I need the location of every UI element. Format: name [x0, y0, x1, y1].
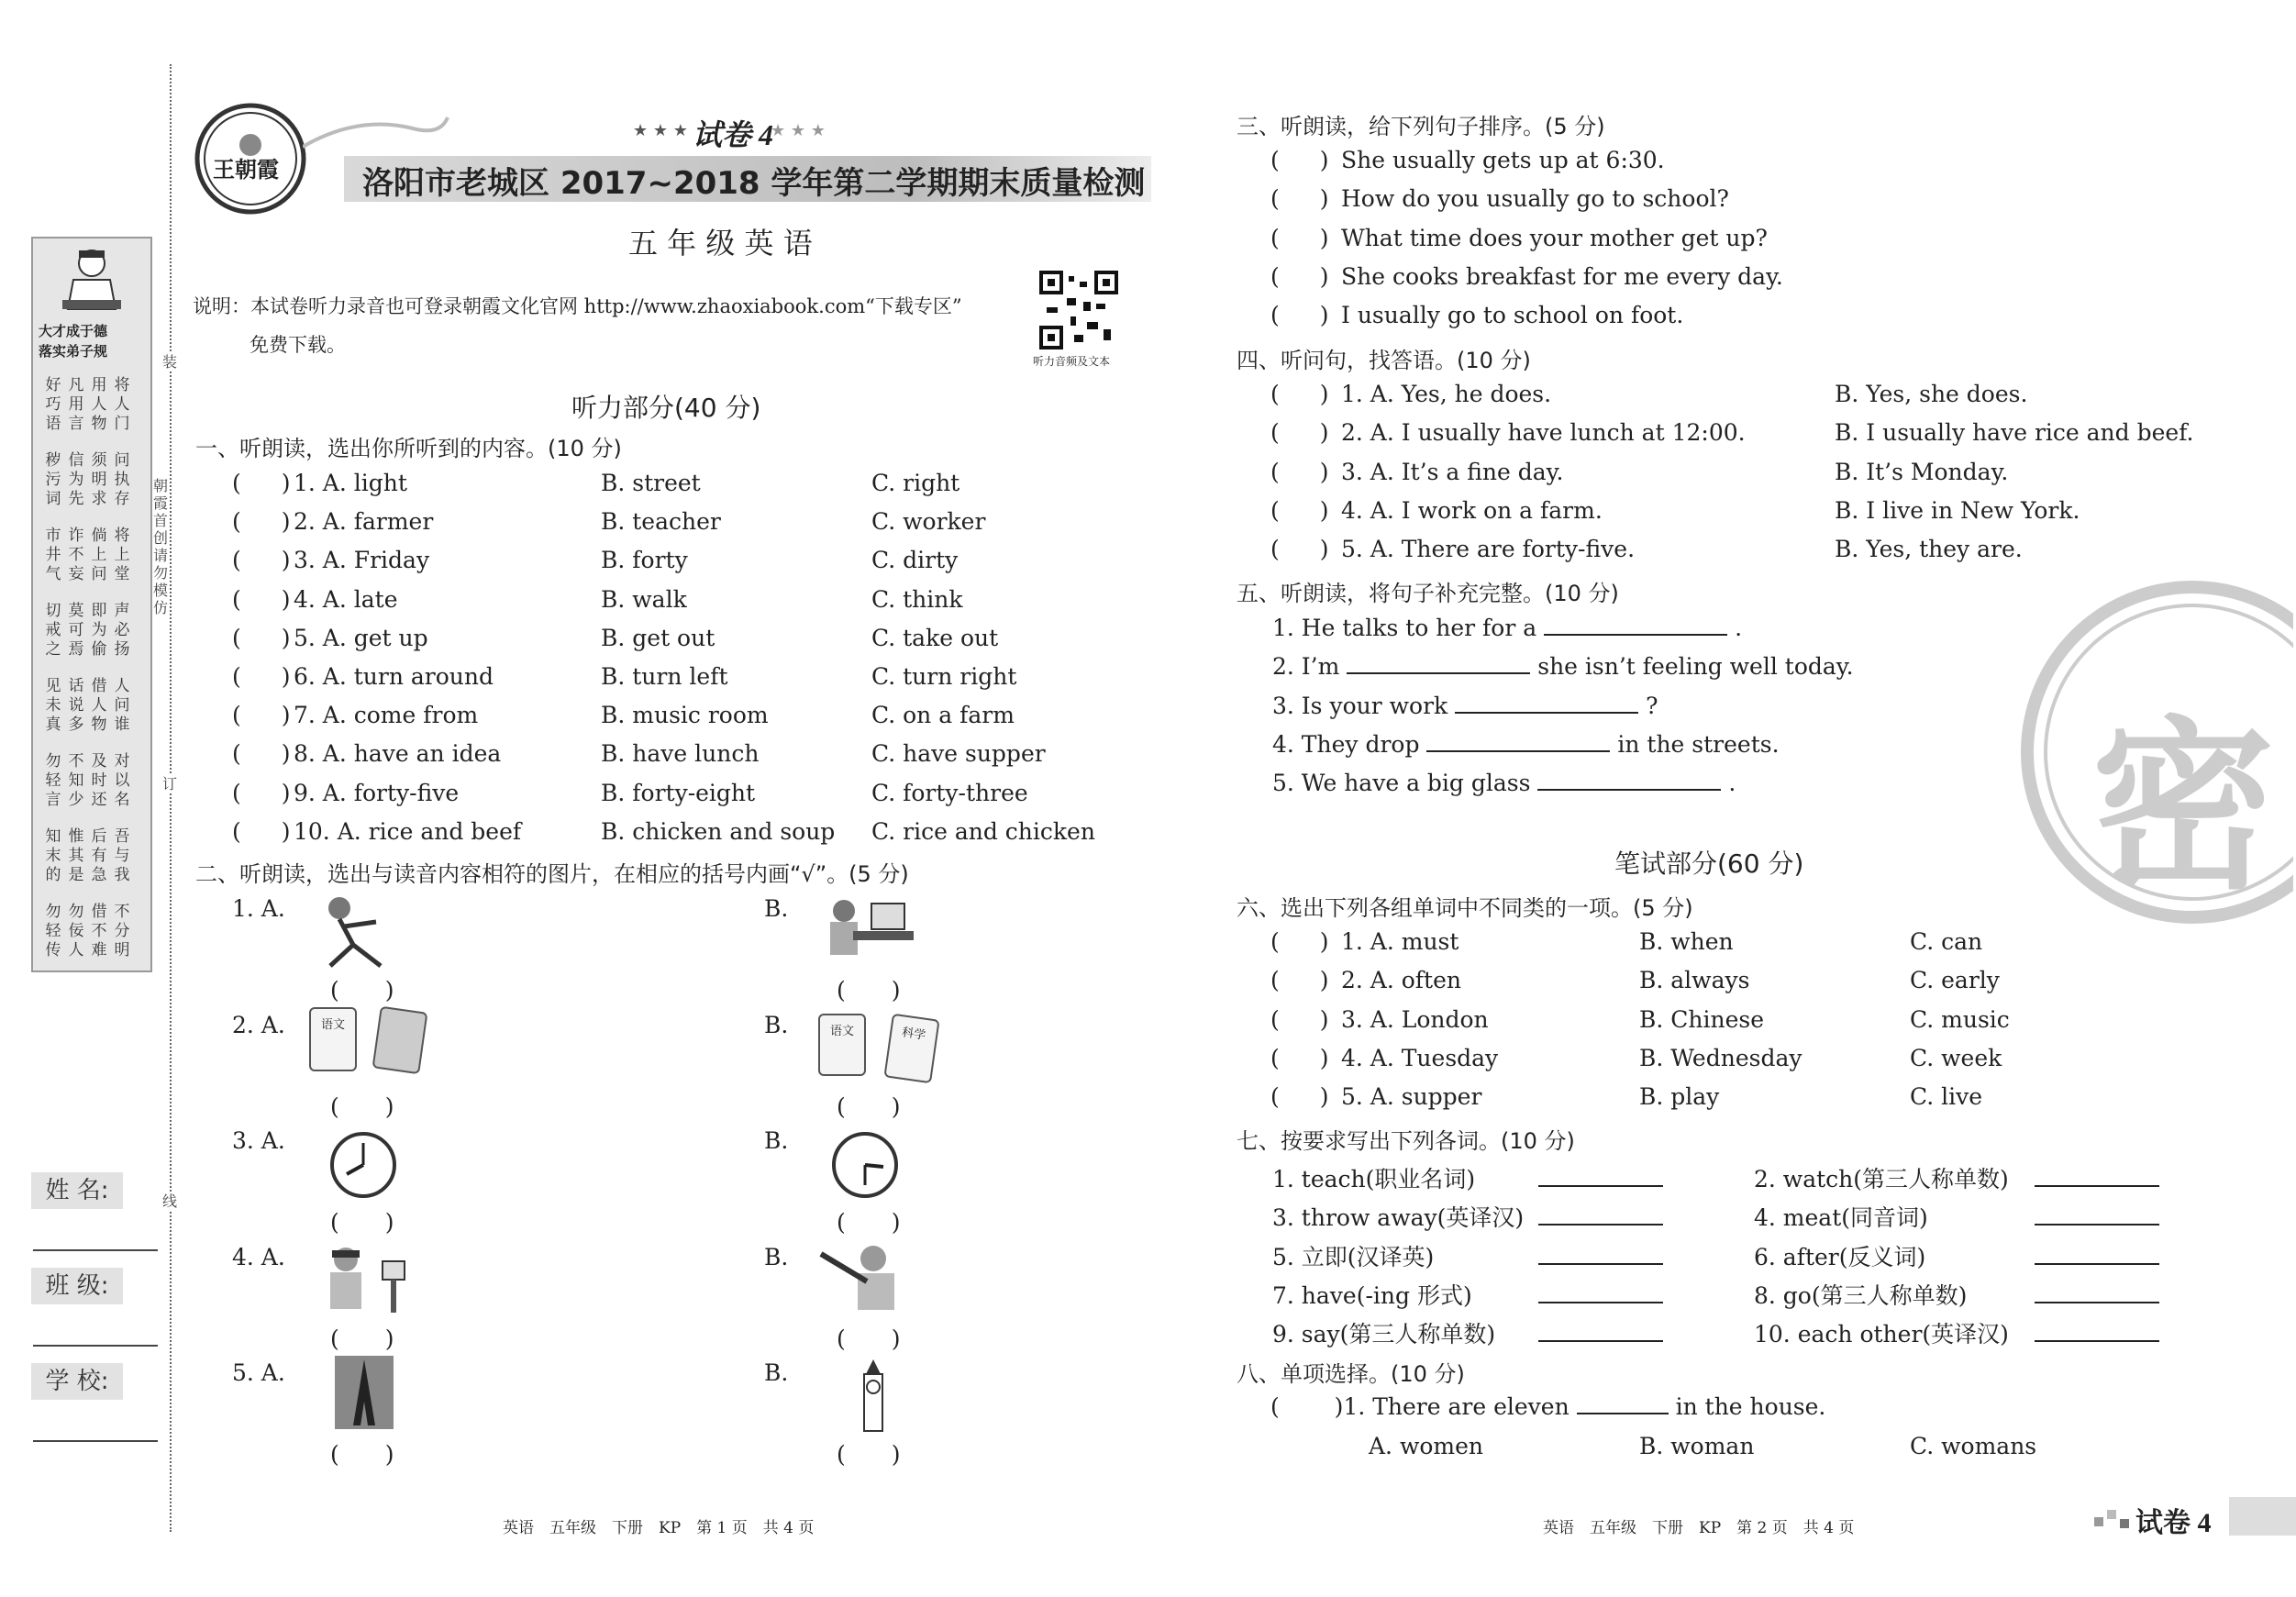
- sec6-option-a: 5. A. supper: [1341, 1083, 1482, 1111]
- sec6-option-a: 1. A. must: [1341, 928, 1459, 955]
- sec5-sentence: [1272, 730, 1780, 758]
- note-line-1: 说明：本试卷听力录音也可登录朝霞文化官网 http://www.zhaoxiabook.com“下载专区”: [193, 295, 962, 317]
- sec1-option-a: 10. A. rice and beef: [294, 817, 522, 845]
- paren-close: ): [281, 624, 291, 651]
- sec5-blank[interactable]: [1544, 614, 1727, 636]
- sec5-pre: 3. Is your work: [1272, 692, 1448, 719]
- sec1-option-c: C. think: [871, 585, 963, 613]
- sec1-answer-6[interactable]: [232, 663, 291, 690]
- qr-code[interactable]: [1039, 271, 1118, 349]
- section-1-title: 一、听朗读，选出你所听到的内容。(10 分): [195, 436, 622, 461]
- paren-close: ): [1319, 419, 1329, 447]
- paren-open: (: [232, 740, 241, 768]
- sec4-answer-1[interactable]: [1270, 381, 1329, 407]
- sec5-post: .: [1735, 615, 1743, 641]
- paren-close: ): [1319, 496, 1329, 524]
- paren-close: ): [1319, 536, 1329, 563]
- motto-column: 人问谁: [114, 677, 130, 734]
- no-copy-note: 朝霞首创 请勿模仿: [152, 477, 168, 616]
- school-label: 学 校:: [31, 1363, 123, 1400]
- motto-column: 诈不妄: [68, 527, 84, 583]
- sec2-paren-b[interactable]: ( ): [837, 1325, 901, 1352]
- sec1-option-a: 8. A. have an idea: [294, 740, 502, 768]
- paren-open: (: [232, 508, 241, 536]
- motto-column: 市井气: [45, 527, 61, 583]
- motto-column: 信为先: [68, 451, 84, 508]
- paren-open: (: [232, 663, 241, 690]
- sec3-order-2[interactable]: [1270, 185, 1329, 212]
- sec1-option-c: C. rice and chicken: [871, 817, 1095, 845]
- sec4-answer-4[interactable]: [1270, 497, 1329, 524]
- motto-column: 见未真: [45, 677, 61, 734]
- sec4-option-a: 5. A. There are forty-five.: [1341, 536, 1636, 563]
- paren-close: ): [281, 663, 291, 690]
- sec1-option-a: 6. A. turn around: [294, 663, 494, 690]
- sec6-option-c: C. can: [1910, 928, 1983, 955]
- motto-column: 勿轻传: [45, 903, 61, 959]
- sec6-answer-1[interactable]: [1270, 928, 1329, 955]
- sec1-option-a: 5. A. get up: [294, 624, 428, 651]
- sec8-q1: ( )1. There are eleven in the house.: [1270, 1393, 1826, 1420]
- sec8-option-b[interactable]: B. woman: [1639, 1433, 1755, 1459]
- sec3-sentence: I usually go to school on foot.: [1341, 302, 1684, 329]
- motto-column: 将人门: [114, 376, 130, 433]
- section-6-title: 六、选出下列各组单词中不同类的一项。(5 分): [1237, 895, 1693, 921]
- sec4-answer-3[interactable]: [1270, 459, 1329, 485]
- sec1-option-a: 7. A. come from: [294, 702, 479, 729]
- sec1-option-a: 1. A. light: [294, 470, 407, 496]
- motto-column: 不知少: [68, 752, 84, 809]
- motto-column: 即为偷: [91, 602, 107, 659]
- sec4-option-b: B. I usually have rice and beef.: [1835, 419, 2194, 447]
- paren-close: ): [281, 817, 291, 845]
- sec8-option-c[interactable]: C. womans: [1910, 1433, 2037, 1459]
- paren-open: (: [1270, 1083, 1280, 1111]
- written-section-title: 笔试部分(60 分): [1614, 848, 1804, 879]
- sec6-answer-4[interactable]: [1270, 1045, 1329, 1071]
- stars-right: ★ ★ ★: [771, 121, 826, 140]
- brand-name: 王朝霞: [213, 157, 279, 183]
- sec1-option-c: C. take out: [871, 624, 999, 651]
- sec1-option-c: C. worker: [871, 508, 986, 536]
- listening-section-title: 听力部分(40 分): [571, 393, 761, 423]
- sec7-answer-right[interactable]: [2035, 1340, 2159, 1342]
- sec1-option-c: C. forty-three: [871, 779, 1028, 806]
- sec7-answer-left[interactable]: [1538, 1302, 1663, 1303]
- sec4-option-b: B. Yes, they are.: [1835, 536, 2023, 563]
- paren-open: (: [1270, 302, 1280, 329]
- footer-page-1: 英语 五年级 下册 KP 第 1 页 共 4 页: [503, 1519, 815, 1537]
- paren-open: (: [1270, 928, 1280, 955]
- section-7-title: 七、按要求写出下列各词。(10 分): [1237, 1128, 1575, 1154]
- paren-open: (: [1270, 185, 1280, 213]
- science-book-picture: 科学: [883, 1014, 939, 1084]
- sec1-option-b: B. chicken and soup: [601, 817, 836, 845]
- sec2-b-label: B.: [764, 1011, 789, 1038]
- sec6-option-a: 4. A. Tuesday: [1341, 1044, 1499, 1071]
- motto-column: 声必扬: [114, 602, 130, 659]
- postman-picture: [314, 1243, 415, 1316]
- sec5-post: .: [1728, 770, 1736, 797]
- sec6-option-b: B. always: [1639, 967, 1750, 994]
- sec2-paren-a[interactable]: ( ): [330, 977, 394, 1004]
- sec7-prompt-right: 10. each other(英译汉): [1754, 1321, 2009, 1348]
- motto-column: 不分明: [114, 903, 130, 959]
- sec4-option-a: 1. A. Yes, he does.: [1341, 381, 1552, 407]
- sec3-sentence: What time does your mother get up?: [1341, 224, 1768, 251]
- sec2-b-label: B.: [764, 1127, 789, 1154]
- sec3-order-3[interactable]: [1270, 225, 1329, 251]
- sec2-paren-b[interactable]: ( ): [837, 1441, 901, 1468]
- paren-close: ): [281, 508, 291, 536]
- paren-close: ): [281, 702, 291, 729]
- note-line-2: 免费下载。: [250, 334, 346, 356]
- sec1-option-b: B. street: [601, 470, 701, 496]
- sec2-paren-b[interactable]: ( ): [837, 1209, 901, 1236]
- sec1-option-b: B. forty: [601, 547, 688, 574]
- paren-open: (: [1270, 1044, 1280, 1071]
- motto-column: 勿轻言: [45, 752, 61, 809]
- motto-column: 对以名: [114, 752, 130, 809]
- sec1-option-a: 3. A. Friday: [294, 547, 430, 574]
- sec6-answer-2[interactable]: [1270, 967, 1329, 993]
- paren-open: (: [232, 547, 241, 574]
- motto-column: 借不难: [91, 903, 107, 959]
- paren-close: ): [1319, 262, 1329, 290]
- sec4-answer-2[interactable]: [1270, 419, 1329, 446]
- sec6-option-c: C. music: [1910, 1005, 2010, 1033]
- sec1-option-b: B. walk: [601, 585, 687, 613]
- sec6-option-b: B. Chinese: [1639, 1005, 1765, 1033]
- sec7-answer-left[interactable]: [1538, 1340, 1663, 1342]
- stars-left: ★ ★ ★: [633, 121, 688, 140]
- motto-column: 凡用言: [68, 376, 84, 433]
- sec4-option-b: B. Yes, she does.: [1835, 381, 2028, 407]
- motto-column: 问执存: [114, 451, 130, 508]
- sec5-sentence: [1272, 652, 1854, 680]
- stamp-char: 密: [2091, 701, 2276, 915]
- sec3-order-4[interactable]: [1270, 263, 1329, 290]
- sec3-sentence: How do you usually go to school?: [1341, 185, 1729, 213]
- sec1-option-c: C. dirty: [871, 547, 959, 574]
- corner-band: [2229, 1497, 2296, 1536]
- corner-series-label: 试卷 4: [2135, 1508, 2212, 1538]
- sec1-answer-1[interactable]: [232, 470, 291, 496]
- paren-close: ): [281, 470, 291, 496]
- motto-column: 莫可焉: [68, 602, 84, 659]
- paren-close: ): [281, 547, 291, 574]
- motto-column: 用人物: [91, 376, 107, 433]
- binding-mark-zhuang: 装: [161, 353, 177, 371]
- sec2-b-label: B.: [764, 895, 789, 922]
- sec5-post: ?: [1646, 692, 1658, 719]
- sec2-paren-a[interactable]: ( ): [330, 1209, 394, 1236]
- clock-icon-a: [328, 1130, 398, 1200]
- sec5-blank[interactable]: [1537, 769, 1721, 791]
- paren-close: ): [1319, 302, 1329, 329]
- paren-close: ): [1319, 147, 1329, 173]
- sec8-q1-blank[interactable]: [1577, 1392, 1669, 1414]
- sec5-blank[interactable]: [1455, 692, 1638, 714]
- sec6-option-c: C. week: [1910, 1044, 2002, 1071]
- scholar-figure-icon: [55, 243, 128, 316]
- footer-page-2: 英语 五年级 下册 KP 第 2 页 共 4 页: [1543, 1519, 1855, 1537]
- motto-line-1: 大才成于德: [39, 323, 108, 339]
- exam-title: 洛阳市老城区 2017~2018 学年第二学期期末质量检测: [362, 165, 1146, 202]
- paren-open: (: [1270, 496, 1280, 524]
- paren-close: ): [1319, 967, 1329, 994]
- motto-column: 知末的: [45, 827, 61, 884]
- sec7-answer-left[interactable]: [1538, 1224, 1663, 1225]
- paren-open: (: [232, 585, 241, 613]
- sec7-prompt-left: 9. say(第三人称单数): [1272, 1321, 1496, 1348]
- sec3-sentence: She cooks breakfast for me every day.: [1341, 262, 1783, 290]
- section-5-title: 五、听朗读，将句子补充完整。(10 分): [1237, 581, 1619, 606]
- sec1-option-b: B. teacher: [601, 508, 721, 536]
- subject-title: 五 年 级 英 语: [628, 226, 813, 261]
- sec6-option-b: B. Wednesday: [1639, 1044, 1802, 1071]
- sec1-option-c: C. turn right: [871, 663, 1017, 690]
- sec5-pre: 4. They drop: [1272, 730, 1420, 758]
- binding-mark-ding: 订: [161, 775, 177, 793]
- sec7-prompt-left: 5. 立即(汉译英): [1272, 1243, 1435, 1270]
- sec7-answer-right[interactable]: [2035, 1185, 2159, 1187]
- sec7-prompt-left: 7. have(-ing 形式): [1272, 1281, 1472, 1309]
- sec7-prompt-left: 3. throw away(英译汉): [1272, 1204, 1525, 1232]
- school-field[interactable]: [33, 1440, 158, 1442]
- sec2-b-label: B.: [764, 1359, 789, 1386]
- eiffel-tower-picture: [335, 1356, 394, 1429]
- sec6-answer-3[interactable]: [1270, 1006, 1329, 1033]
- paren-open: (: [1270, 381, 1280, 407]
- sec1-option-c: C. have supper: [871, 740, 1046, 768]
- sec7-prompt-left: 1. teach(职业名词): [1272, 1166, 1476, 1192]
- sec2-item-label: 3. A.: [232, 1127, 285, 1154]
- paren-open: (: [1270, 262, 1280, 290]
- sec1-option-b: B. have lunch: [601, 740, 760, 768]
- sec7-answer-left[interactable]: [1538, 1263, 1663, 1265]
- motto-column: 吾与我: [114, 827, 130, 884]
- paren-open: (: [232, 779, 241, 806]
- sec4-answer-5[interactable]: [1270, 536, 1329, 562]
- sec1-option-b: B. turn left: [601, 663, 728, 690]
- sec6-option-b: B. play: [1639, 1083, 1720, 1111]
- sec7-answer-right[interactable]: [2035, 1302, 2159, 1303]
- sec5-blank[interactable]: [1347, 652, 1530, 674]
- sec5-sentence: [1272, 692, 1658, 719]
- sec1-answer-10[interactable]: [232, 818, 291, 845]
- sec1-option-b: B. forty-eight: [601, 779, 756, 806]
- sec5-sentence: [1272, 769, 1736, 796]
- sec1-answer-5[interactable]: [232, 625, 291, 651]
- sec1-option-a: 2. A. farmer: [294, 508, 434, 536]
- section-8-title: 八、单项选择。(10 分): [1237, 1361, 1465, 1387]
- paren-close: ): [1319, 1005, 1329, 1033]
- sec3-order-5[interactable]: [1270, 302, 1329, 328]
- sec7-prompt-right: 6. after(反义词): [1754, 1243, 1926, 1270]
- sec1-option-a: 4. A. late: [294, 585, 398, 613]
- sec6-answer-5[interactable]: [1270, 1083, 1329, 1110]
- motto-column: 勿佞人: [68, 903, 84, 959]
- motto-column: 话说多: [68, 677, 84, 734]
- motto-column: 秽污词: [45, 451, 61, 508]
- violin-player-picture: [816, 1240, 917, 1315]
- paren-open: (: [232, 470, 241, 496]
- paren-close: ): [281, 740, 291, 768]
- motto-column: 须明求: [91, 451, 107, 508]
- sec1-option-c: C. right: [871, 470, 960, 496]
- paren-close: ): [1319, 185, 1329, 213]
- corner-decoration: [2094, 1504, 2131, 1532]
- sec1-answer-3[interactable]: [232, 547, 291, 573]
- boy-stretching-picture: [312, 894, 394, 968]
- sec7-prompt-right: 4. meat(同音词): [1754, 1204, 1928, 1232]
- qr-caption: 听力音频及文本: [1033, 355, 1111, 368]
- paper-series-label: 试卷 4: [693, 118, 774, 151]
- sec2-item-label: 5. A.: [232, 1359, 285, 1386]
- paren-open: (: [1270, 224, 1280, 251]
- sec2-item-label: 4. A.: [232, 1243, 285, 1270]
- paren-open: (: [232, 624, 241, 651]
- sec7-answer-right[interactable]: [2035, 1263, 2159, 1265]
- motto-column: 倘上问: [91, 527, 107, 583]
- sec7-prompt-right: 2. watch(第三人称单数): [1754, 1166, 2009, 1192]
- section-2-title: 二、听朗读，选出与读音内容相符的图片，在相应的括号内画“√”。(5 分): [195, 861, 909, 887]
- book-picture: [372, 1006, 428, 1075]
- paren-open: (: [232, 702, 241, 729]
- paren-close: ): [281, 585, 291, 613]
- paren-open: (: [1270, 967, 1280, 994]
- confidential-stamp: [2018, 578, 2293, 926]
- chinese-book-picture-b: 语文: [818, 1014, 866, 1076]
- sec3-sentence: She usually gets up at 6:30.: [1341, 147, 1665, 173]
- paren-open: (: [232, 817, 241, 845]
- motto-line-2: 落实弟子规: [39, 343, 108, 360]
- sec4-option-b: B. It’s Monday.: [1835, 458, 2009, 485]
- sec2-paren-b[interactable]: ( ): [837, 1092, 901, 1120]
- paren-open: (: [1270, 147, 1280, 173]
- sec1-answer-9[interactable]: [232, 780, 291, 806]
- paren-close: ): [1319, 1083, 1329, 1111]
- sec6-option-a: 2. A. often: [1341, 967, 1461, 994]
- motto-column: 后有急: [91, 827, 107, 884]
- ribbon-decoration: [303, 110, 449, 156]
- class-label: 班 级:: [31, 1268, 123, 1304]
- motto-column: 惟其是: [68, 827, 84, 884]
- sec5-pre: 5. We have a big glass: [1272, 770, 1531, 797]
- sec5-sentence: [1272, 614, 1742, 641]
- sec6-option-a: 3. A. London: [1341, 1005, 1489, 1033]
- sec4-option-a: 2. A. I usually have lunch at 12:00.: [1341, 419, 1746, 447]
- class-field[interactable]: [33, 1345, 158, 1347]
- sec6-option-b: B. when: [1639, 928, 1734, 955]
- sec4-option-b: B. I live in New York.: [1835, 496, 2080, 524]
- sec1-answer-4[interactable]: [232, 586, 291, 613]
- sec1-option-b: B. music room: [601, 702, 769, 729]
- sec2-paren-a[interactable]: ( ): [330, 1092, 394, 1120]
- sec5-post: she isn’t feeling well today.: [1537, 653, 1854, 681]
- sec2-item-label: 2. A.: [232, 1011, 285, 1038]
- sec5-pre: 1. He talks to her for a: [1272, 615, 1537, 641]
- chinese-book-picture: 语文: [309, 1007, 357, 1071]
- sec3-order-1[interactable]: [1270, 147, 1329, 173]
- sec2-paren-b[interactable]: ( ): [837, 977, 901, 1004]
- name-field[interactable]: [33, 1249, 158, 1251]
- sec1-option-b: B. get out: [601, 624, 715, 651]
- sec7-answer-right[interactable]: [2035, 1224, 2159, 1225]
- paren-open: (: [1270, 536, 1280, 563]
- sec4-option-a: 4. A. I work on a farm.: [1341, 496, 1603, 524]
- sec1-answer-7[interactable]: [232, 702, 291, 728]
- sec5-blank[interactable]: [1426, 730, 1610, 752]
- sec1-answer-8[interactable]: [232, 740, 291, 767]
- sec4-option-a: 3. A. It’s a fine day.: [1341, 458, 1564, 485]
- binding-dotted-line: [170, 64, 172, 1532]
- sec2-paren-a[interactable]: ( ): [330, 1441, 394, 1468]
- motto-column: 及时还: [91, 752, 107, 809]
- paren-open: (: [1270, 419, 1280, 447]
- sec1-option-c: C. on a farm: [871, 702, 1015, 729]
- motto-column: 好巧语: [45, 376, 61, 433]
- paren-close: ): [1319, 1044, 1329, 1071]
- motto-column: 切戒之: [45, 602, 61, 659]
- sec8-option-a[interactable]: A. women: [1369, 1433, 1483, 1459]
- sec6-option-c: C. early: [1910, 967, 2000, 994]
- sec7-prompt-right: 8. go(第三人称单数): [1754, 1281, 1968, 1309]
- paren-close: ): [281, 779, 291, 806]
- section-3-title: 三、听朗读，给下列句子排序。(5 分): [1237, 114, 1605, 139]
- reading-at-desk-picture: [816, 894, 917, 968]
- paren-open: (: [1270, 1005, 1280, 1033]
- sec1-answer-2[interactable]: [232, 508, 291, 535]
- paren-open: (: [1270, 458, 1280, 485]
- motto-column: 将上堂: [114, 527, 130, 583]
- sec1-option-a: 9. A. forty-five: [294, 779, 460, 806]
- paren-close: ): [1319, 458, 1329, 485]
- sec2-paren-a[interactable]: ( ): [330, 1325, 394, 1352]
- motto-column: 借人物: [91, 677, 107, 734]
- paren-close: ): [1319, 224, 1329, 251]
- big-ben-picture: [853, 1358, 893, 1433]
- paren-close: ): [1319, 381, 1329, 407]
- binding-mark-xian: 线: [161, 1192, 177, 1210]
- name-label: 姓 名:: [31, 1172, 123, 1209]
- sec5-post: in the streets.: [1617, 730, 1780, 758]
- sec2-item-label: 1. A.: [232, 895, 285, 922]
- sec2-b-label: B.: [764, 1243, 789, 1270]
- sec7-answer-left[interactable]: [1538, 1185, 1663, 1187]
- sec6-option-c: C. live: [1910, 1083, 1983, 1111]
- clock-icon-b: [830, 1130, 900, 1200]
- paren-close: ): [1319, 928, 1329, 955]
- sec5-pre: 2. I’m: [1272, 653, 1340, 681]
- section-4-title: 四、听问句，找答语。(10 分): [1237, 348, 1531, 373]
